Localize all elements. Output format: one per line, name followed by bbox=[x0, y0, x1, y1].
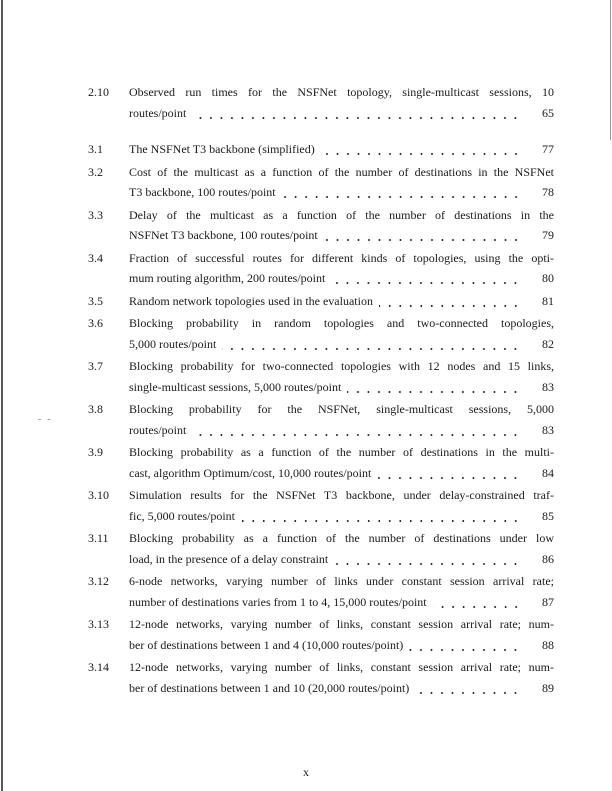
figure-entry[interactable] bbox=[88, 358, 554, 394]
dot-leader bbox=[321, 141, 521, 157]
figure-caption-line: number of destinations varies from 1 to 4, 15,000 routes/point bbox=[129, 594, 427, 609]
figure-caption-line: 12-node networks, varying number of links, constant session arrival rate; num- bbox=[129, 660, 554, 674]
caption-last-line bbox=[129, 508, 521, 524]
figure-caption-line: 12-node networks, varying number of links, constant session arrival rate; num- bbox=[129, 617, 554, 631]
page-reference[interactable]: 65 bbox=[542, 105, 554, 120]
figure-entry[interactable] bbox=[88, 659, 554, 695]
page-reference[interactable]: 85 bbox=[542, 508, 554, 523]
figure-number: 3.14 bbox=[88, 660, 109, 674]
figure-caption-line: Blocking probability for two-connected topologies with 12 nodes and 15 links, bbox=[129, 359, 554, 373]
figure-entry[interactable] bbox=[88, 84, 554, 120]
figure-number: 3.2 bbox=[88, 164, 103, 179]
caption-last-line bbox=[129, 184, 521, 200]
figure-caption-line: mum routing algorithm, 200 routes/point bbox=[129, 271, 326, 285]
page-reference[interactable]: 83 bbox=[542, 379, 554, 394]
page-reference[interactable]: 78 bbox=[542, 185, 554, 199]
scan-edge-right bbox=[610, 0, 611, 140]
figure-caption-line: cast, algorithm Optimum/cost, 10,000 routes/point bbox=[129, 465, 372, 480]
page-reference[interactable]: 77 bbox=[542, 142, 554, 156]
page-reference[interactable]: 80 bbox=[542, 271, 554, 285]
figure-number: 3.8 bbox=[88, 402, 103, 416]
figure-caption-line: load, in the presence of a delay constraint bbox=[129, 551, 329, 566]
figure-entry[interactable] bbox=[88, 487, 554, 523]
figure-caption-line: routes/point bbox=[129, 422, 187, 437]
figure-caption-line: Observed run times for the NSFNet topology, single-multicast sessions, 10 bbox=[129, 85, 554, 99]
page-reference[interactable]: 81 bbox=[542, 293, 554, 308]
figure-caption-line: Blocking probability as a function of the number of destinations in the multi- bbox=[129, 445, 554, 459]
dot-leader bbox=[433, 594, 521, 610]
dot-leader bbox=[192, 105, 521, 121]
dot-leader bbox=[334, 551, 521, 567]
dot-leader bbox=[324, 227, 521, 243]
caption-last-line bbox=[129, 637, 521, 653]
caption-last-line bbox=[129, 551, 521, 567]
scan-edge-left bbox=[1, 0, 3, 791]
figure-caption-line: T3 backbone, 100 routes/point bbox=[129, 185, 276, 199]
page-reference[interactable]: 89 bbox=[542, 680, 554, 695]
figure-entry[interactable] bbox=[88, 250, 554, 285]
page-number: x bbox=[303, 765, 309, 779]
caption-last-line bbox=[129, 227, 521, 243]
figure-caption-line: Blocking probability for the NSFNet, single-multicast sessions, 5,000 bbox=[129, 402, 554, 416]
figure-caption-line: 6-node networks, varying number of links under constant session arrival rate; bbox=[129, 574, 554, 588]
figure-number: 2.10 bbox=[88, 85, 109, 99]
figure-caption-line: ber of destinations between 1 and 10 (20,000 routes/point) bbox=[129, 680, 410, 695]
page-reference[interactable]: 82 bbox=[542, 336, 554, 351]
dot-leader bbox=[379, 293, 521, 309]
figure-caption-line: routes/point bbox=[129, 105, 187, 120]
caption-last-line bbox=[129, 336, 521, 352]
page-reference[interactable]: 84 bbox=[542, 465, 554, 480]
dot-leader bbox=[377, 465, 521, 481]
figure-entry[interactable] bbox=[88, 573, 554, 609]
figure-entry[interactable] bbox=[88, 164, 554, 199]
figure-caption-line: Blocking probability as a function of the number of destinations under low bbox=[129, 531, 554, 545]
figure-entry[interactable] bbox=[88, 530, 554, 566]
caption-last-line bbox=[129, 270, 521, 286]
figure-entry[interactable] bbox=[88, 207, 554, 242]
dot-leader bbox=[409, 637, 521, 653]
caption-last-line bbox=[129, 680, 521, 696]
page-reference[interactable]: 83 bbox=[542, 422, 554, 437]
page-reference[interactable]: 87 bbox=[542, 594, 554, 609]
figure-caption-line: NSFNet T3 backbone, 100 routes/point bbox=[129, 228, 318, 242]
dot-leader bbox=[222, 336, 521, 352]
figure-entry[interactable] bbox=[88, 616, 554, 652]
figure-entry[interactable] bbox=[88, 141, 554, 157]
figure-caption-line: fic, 5,000 routes/point bbox=[129, 508, 235, 523]
margin-mark: -- bbox=[38, 414, 57, 425]
dot-leader bbox=[347, 379, 521, 395]
figure-number: 3.6 bbox=[88, 316, 103, 330]
page-reference[interactable]: 79 bbox=[542, 228, 554, 242]
figure-caption-line: ber of destinations between 1 and 4 (10,000 routes/point) bbox=[129, 637, 404, 652]
dot-leader bbox=[192, 422, 521, 438]
figure-number: 3.3 bbox=[88, 207, 103, 222]
caption-last-line bbox=[129, 293, 521, 309]
caption-last-line bbox=[129, 422, 521, 438]
figure-entry[interactable] bbox=[88, 401, 554, 437]
caption-last-line bbox=[129, 141, 521, 157]
figure-number: 3.10 bbox=[88, 488, 109, 502]
figure-caption-line: Fraction of successful routes for different kinds of topologies, using the opti- bbox=[129, 250, 554, 265]
figure-caption-line: Cost of the multicast as a function of the number of destinations in the NSFNet bbox=[129, 164, 554, 179]
figure-number: 3.4 bbox=[88, 250, 103, 265]
figure-entry[interactable] bbox=[88, 315, 554, 351]
figure-entry[interactable] bbox=[88, 444, 554, 480]
figure-number: 3.13 bbox=[88, 617, 109, 631]
figure-number: 3.1 bbox=[88, 142, 103, 156]
figure-caption-line: 5,000 routes/point bbox=[129, 336, 217, 351]
figure-number: 3.12 bbox=[88, 574, 109, 588]
figure-number: 3.9 bbox=[88, 445, 103, 459]
dot-leader bbox=[282, 184, 521, 200]
figure-number: 3.5 bbox=[88, 293, 103, 308]
dot-leader bbox=[331, 270, 521, 286]
caption-last-line bbox=[129, 465, 521, 481]
figure-caption-line: Delay of the multicast as a function of the number of destinations in the bbox=[129, 207, 554, 222]
figure-number: 3.11 bbox=[88, 531, 109, 545]
caption-last-line bbox=[129, 594, 521, 610]
dot-leader bbox=[241, 508, 521, 524]
figure-caption-line: The NSFNet T3 backbone (simplified) bbox=[129, 142, 315, 156]
figure-caption-line: Random network topologies used in the evaluation bbox=[129, 293, 373, 308]
figure-caption-line: single-multicast sessions, 5,000 routes/point bbox=[129, 379, 342, 394]
figure-entry[interactable] bbox=[88, 293, 554, 309]
page-reference[interactable]: 86 bbox=[542, 551, 554, 566]
caption-last-line bbox=[129, 105, 521, 121]
dot-leader bbox=[415, 680, 521, 696]
figure-caption-line: Simulation results for the NSFNet T3 backbone, under delay-constrained traf- bbox=[129, 488, 554, 502]
caption-last-line bbox=[129, 379, 521, 395]
figure-caption-line: Blocking probability in random topologies and two-connected topologies, bbox=[129, 316, 554, 330]
page-reference[interactable]: 88 bbox=[542, 637, 554, 652]
figure-number: 3.7 bbox=[88, 359, 103, 373]
